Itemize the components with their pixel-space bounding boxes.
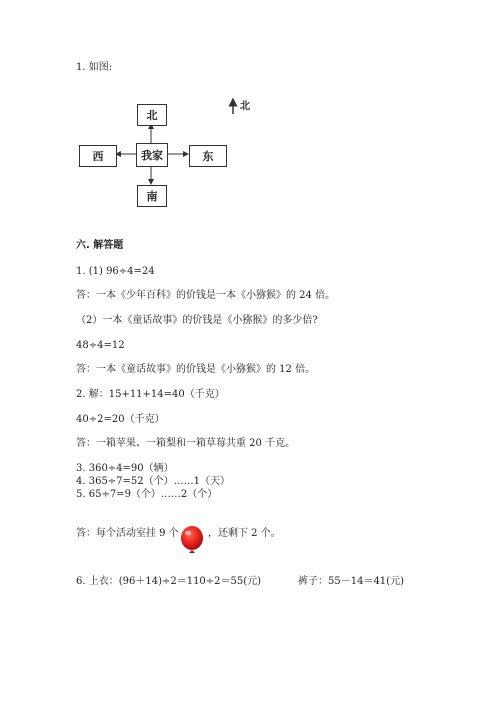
answer-line-7: 40÷2=20（千克） [76,414,165,425]
answer-line-11: 5. 65÷7=9（个）……2（个） [76,489,218,500]
balloon-answer-before: 答：每个活动室挂 9 个 [76,528,179,539]
answer-line-3: （2）一本《童话故事》的价钱是《小猕猴》的多少倍? [76,315,318,326]
answer-line-6: 2. 解：15+11+14=40（千克） [76,389,225,400]
section-6-heading: 六. 解答题 [76,240,124,251]
answer-line-1: 1. (1) 96÷4=24 [76,266,155,277]
answer-line-8: 答：一箱苹果、一箱梨和一箱草莓共重 20 千克。 [76,438,296,449]
answer-line-2: 答：一本《少年百科》的价钱是一本《小猕猴》的 24 倍。 [76,290,336,301]
box-west: 西 [79,145,117,167]
question-1-label: 1. 如图: [76,62,113,73]
answer-line-10: 4. 365÷7=52（个）……1（天） [76,476,231,487]
north-indicator-label: 北 [240,101,250,112]
balloon-answer-after: ，还剩下 2 个。 [208,528,281,539]
box-south: 南 [137,185,167,207]
box-north: 北 [137,104,167,126]
box-east: 东 [189,145,227,167]
q6-pants: 裤子：55－14＝41(元) [298,576,404,587]
answer-line-5: 答：一本《童话故事》的价钱是《小猕猴》的 12 倍。 [76,364,316,375]
answer-line-4: 48÷4=12 [76,340,125,351]
q6-jacket: 6. 上衣：(96＋14)÷2＝110÷2＝55(元) [76,576,262,587]
box-center-home: 我家 [136,143,168,167]
answer-line-9: 3. 360÷4=90（辆） [76,463,174,474]
